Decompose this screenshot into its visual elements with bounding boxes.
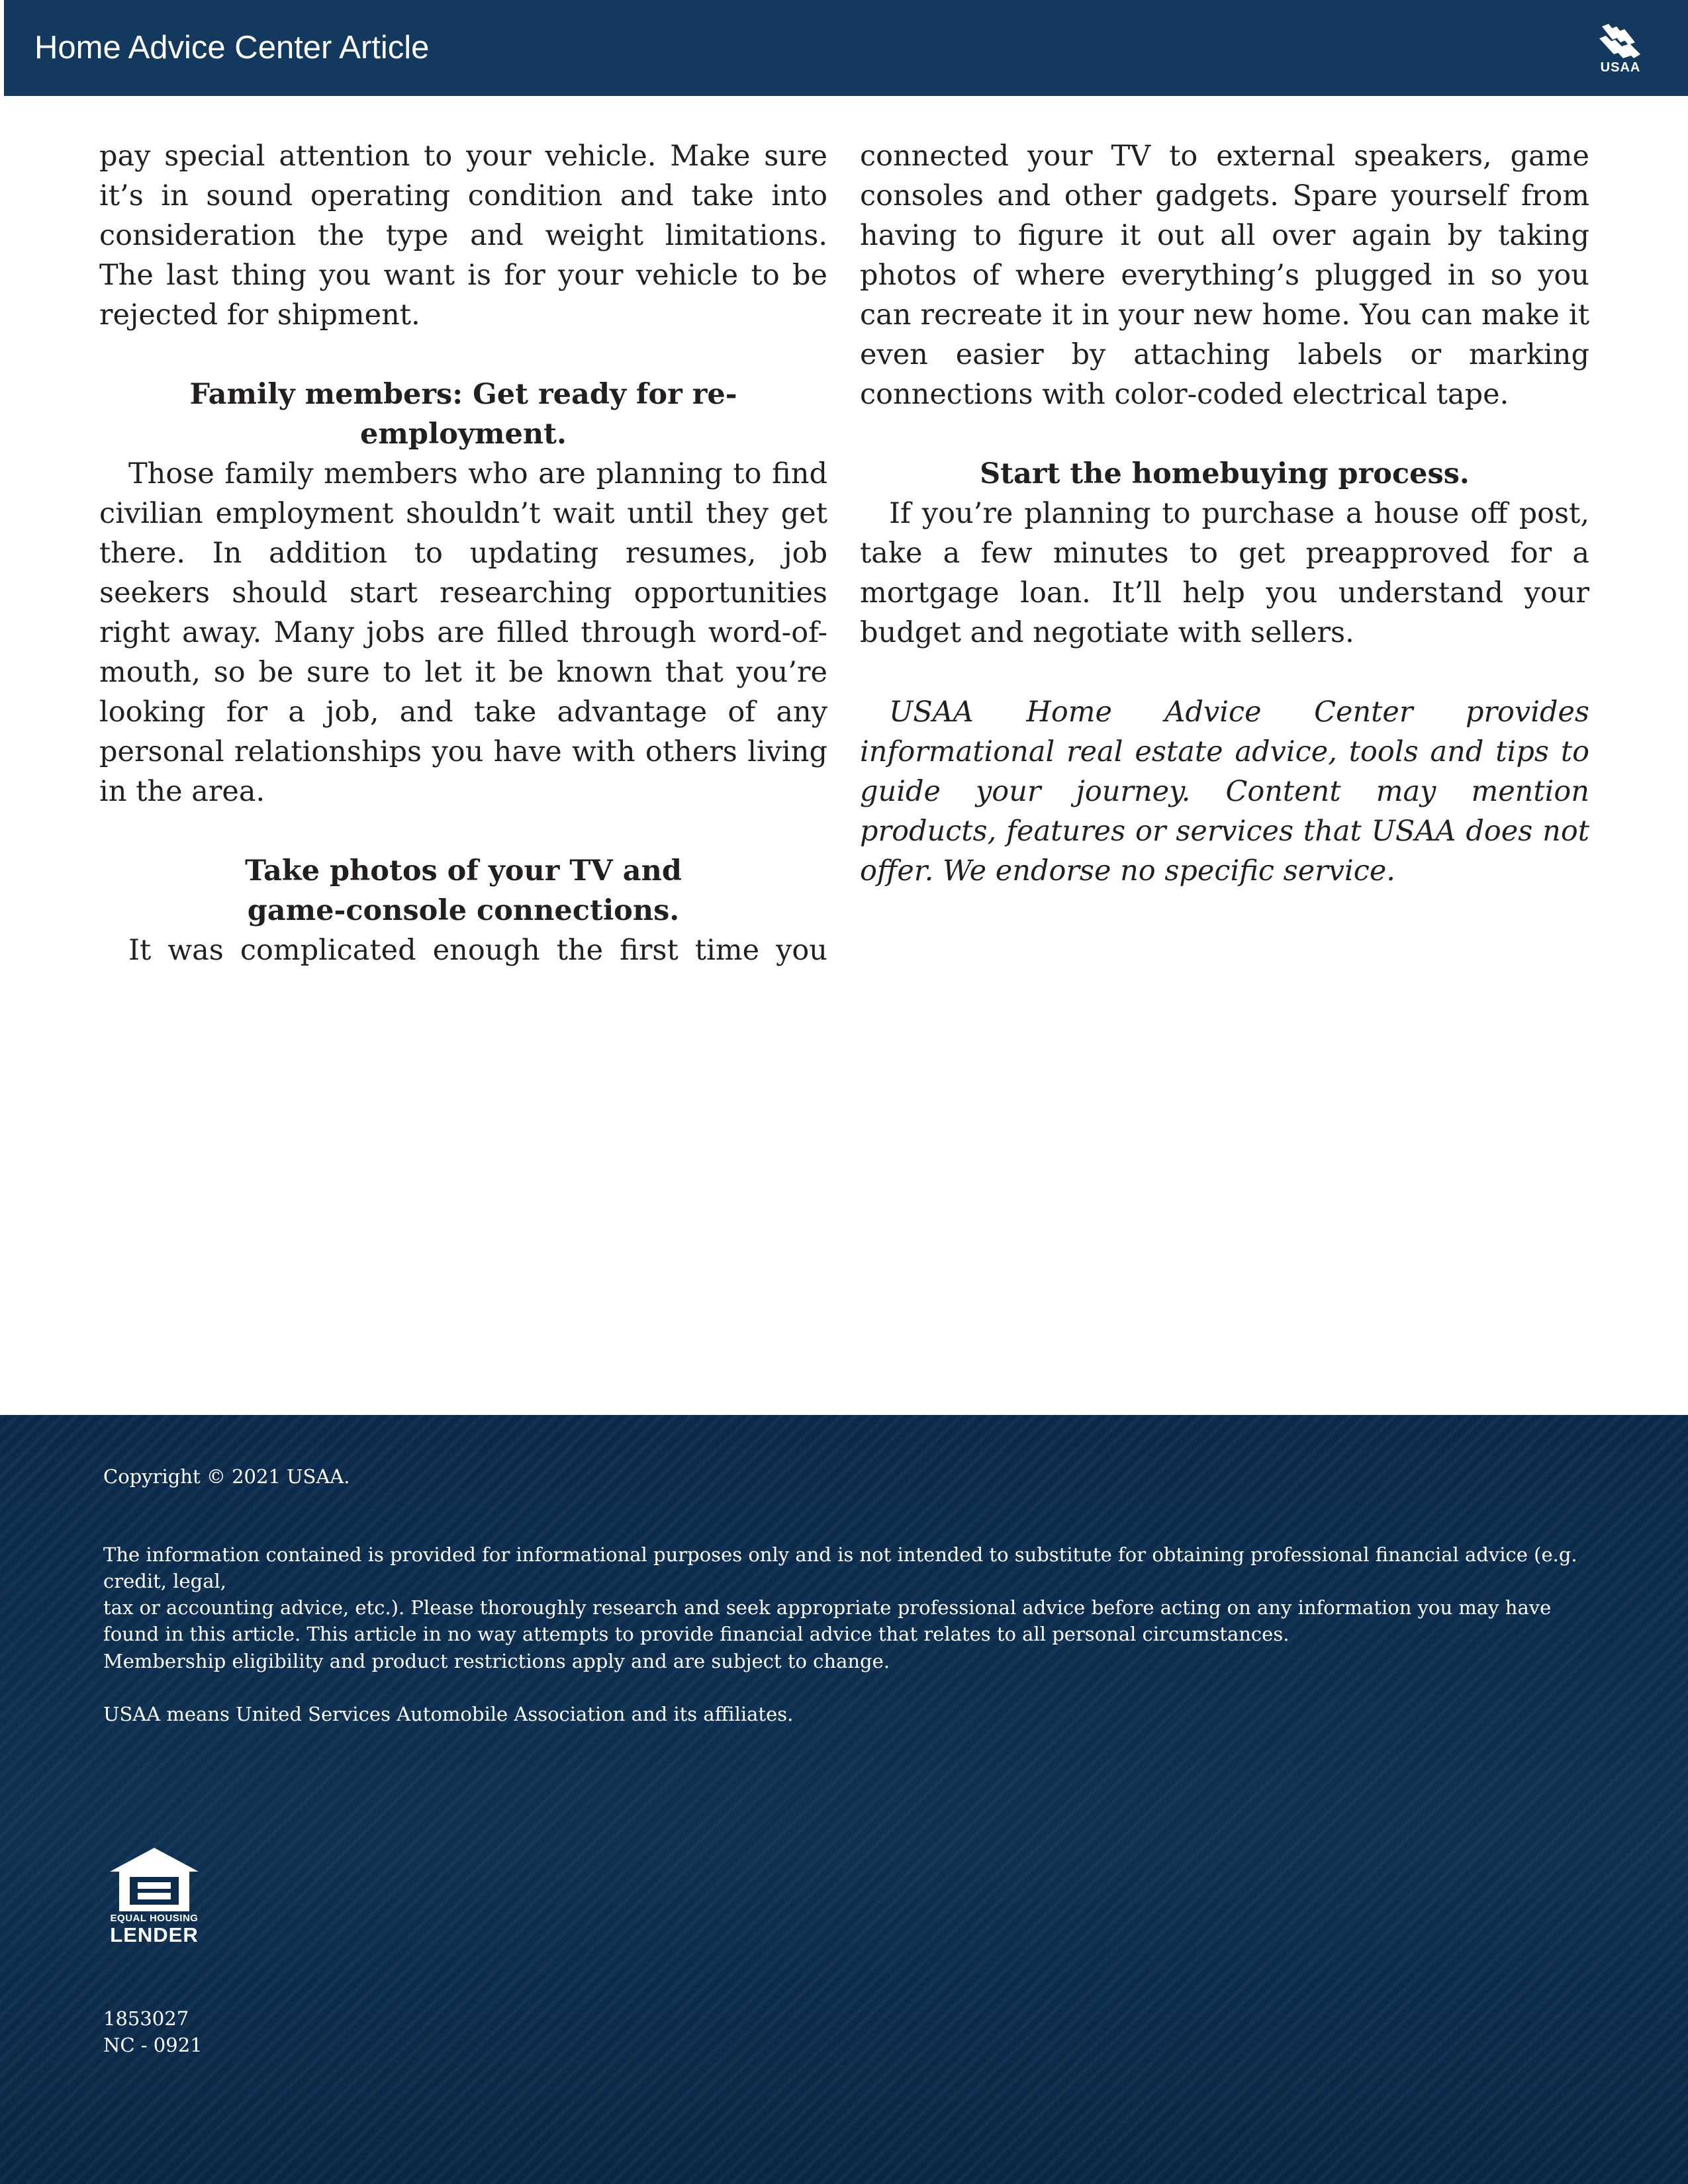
- article-column-left: [99, 136, 827, 970]
- photos-heading-line2: game-console connections.: [247, 894, 680, 927]
- copyright-text: Copyright © 2021 USAA.: [103, 1465, 350, 1488]
- logo-text: USAA: [1600, 60, 1641, 75]
- equal-housing-icon: [106, 1846, 203, 1913]
- usaa-means-text: USAA means United Services Automobile Association and its affiliates.: [103, 1703, 794, 1725]
- photos-heading: [99, 851, 827, 931]
- photos-heading-line1: Take photos of your TV and: [245, 854, 682, 887]
- family-paragraph: Those family members who are planning to find civilian employment shouldn’t wait until they get there. In addition to updating resumes, job seekers should start researching opportunities right away. Many jobs are filled through word-of-mouth, so be sure to let it be known that you’re looking for a job, and take advantage of any personal relationships you have with others living in the area.: [99, 457, 827, 808]
- info-line-1: The information contained is provided for informational purposes only and is not intended to substitute for obtaining professional financial advice (e.g. credit, legal,: [103, 1543, 1577, 1592]
- info-line-2: tax or accounting advice, etc.). Please thoroughly research and seek appropriate professional advice before acting on any information you may have: [103, 1596, 1552, 1619]
- ehl-small-text: EQUAL HOUSING: [110, 1913, 199, 1924]
- code-revision: NC - 0921: [103, 2034, 203, 2056]
- homebuying-paragraph: If you’re planning to purchase a house off post, take a few minutes to get preapproved for a mortgage loan. It’ll help you understand your budget and negotiate with sellers.: [860, 497, 1589, 649]
- membership-text: Membership eligibility and product restrictions apply and are subject to change.: [103, 1650, 890, 1672]
- disclaimer-paragraph: USAA Home Advice Center provides informational real estate advice, tools and tips to guide your journey. Content may mention products, features or services that USAA does not offer. We endorse no specific service.: [860, 696, 1589, 887]
- family-heading: Family members: Get ready for re-employment.: [189, 378, 737, 451]
- usaa-eagle-icon: [1593, 23, 1648, 61]
- photos-paragraph-start: It was complicated enough the first time you: [128, 934, 827, 967]
- header-title: Home Advice Center Article: [34, 30, 430, 66]
- equal-housing-logo: [106, 1846, 203, 1946]
- vehicle-paragraph: pay special attention to your vehicle. Make sure it’s in sound operating condition and take into consideration the type and weight limitations. The last thing you want is for your vehicle to be rejected for shipment.: [99, 140, 827, 332]
- document-codes: [103, 2005, 1586, 2058]
- page-footer: [0, 1415, 1688, 2184]
- article-column-right: [860, 136, 1589, 891]
- code-number: 1853027: [103, 2007, 189, 2030]
- info-disclaimer: [103, 1541, 1586, 1647]
- homebuying-heading: Start the homebuying process.: [980, 457, 1470, 490]
- info-line-3: found in this article. This article in no way attempts to provide financial advice that relates to all personal circumstances.: [103, 1623, 1289, 1645]
- photos-paragraph-continued: connected your TV to external speakers, game consoles and other gadgets. Spare yourself from having to figure it out all over again by taking photos of where everything’s plugged in so you can recreate it in your new home. You can make it even easier by attaching labels or marking connections with color-coded electrical tape.: [860, 140, 1589, 411]
- page-header: [4, 0, 1688, 96]
- ehl-big-text: LENDER: [110, 1923, 199, 1946]
- usaa-logo: [1593, 23, 1648, 75]
